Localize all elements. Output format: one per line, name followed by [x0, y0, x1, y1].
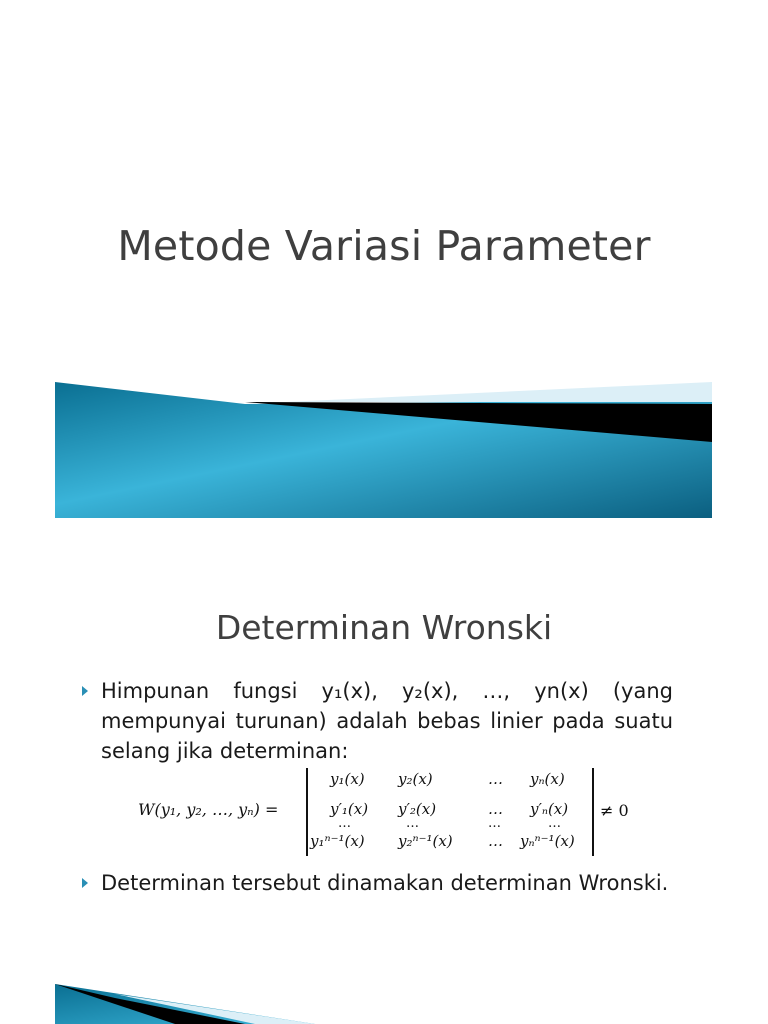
determinant-bar-right [592, 768, 594, 856]
slide-title: Metode Variasi Parameter [117, 222, 651, 270]
matrix-dots: … [406, 816, 419, 831]
triangle-bullet-icon [82, 878, 88, 888]
slide-title: Determinan Wronski [215, 608, 553, 647]
matrix-cell: … [488, 800, 503, 818]
matrix-cell: y′₂(x) [398, 800, 437, 818]
matrix-dots: … [548, 816, 561, 831]
matrix-dots: … [488, 816, 501, 831]
decorative-banner [55, 382, 712, 518]
matrix-cell: y′ₙ(x) [530, 800, 569, 818]
determinant-bar-left [306, 768, 308, 856]
bullet-text: Himpunan fungsi y₁(x), y₂(x), …, yn(x) (yang mempunyai turunan) adalah bebas linier pada suatu selang jika determinan: [101, 679, 673, 763]
matrix-cell: y₁ⁿ⁻¹(x) [310, 832, 365, 850]
matrix-cell: y′₁(x) [330, 800, 369, 818]
matrix-cell: … [488, 832, 503, 850]
matrix-cell: y₁(x) [330, 770, 365, 788]
decorative-banner [55, 984, 315, 1024]
bullet-item [101, 676, 673, 766]
bullet-item [101, 868, 673, 898]
matrix-cell: y₂ⁿ⁻¹(x) [398, 832, 453, 850]
wronskian-formula [138, 764, 638, 860]
formula-rhs: ≠ 0 [600, 801, 629, 820]
triangle-bullet-icon [82, 686, 88, 696]
matrix-cell: y₂(x) [398, 770, 433, 788]
matrix-cell: yₙ(x) [530, 770, 565, 788]
matrix-cell: … [488, 770, 503, 788]
matrix-dots: … [338, 816, 351, 831]
slide-2 [0, 528, 768, 1024]
formula-lhs: W(y₁, y₂, …, yₙ) = [138, 800, 279, 819]
matrix-cell: yₙⁿ⁻¹(x) [520, 832, 575, 850]
bullet-text: Determinan tersebut dinamakan determinan Wronski. [101, 871, 669, 895]
